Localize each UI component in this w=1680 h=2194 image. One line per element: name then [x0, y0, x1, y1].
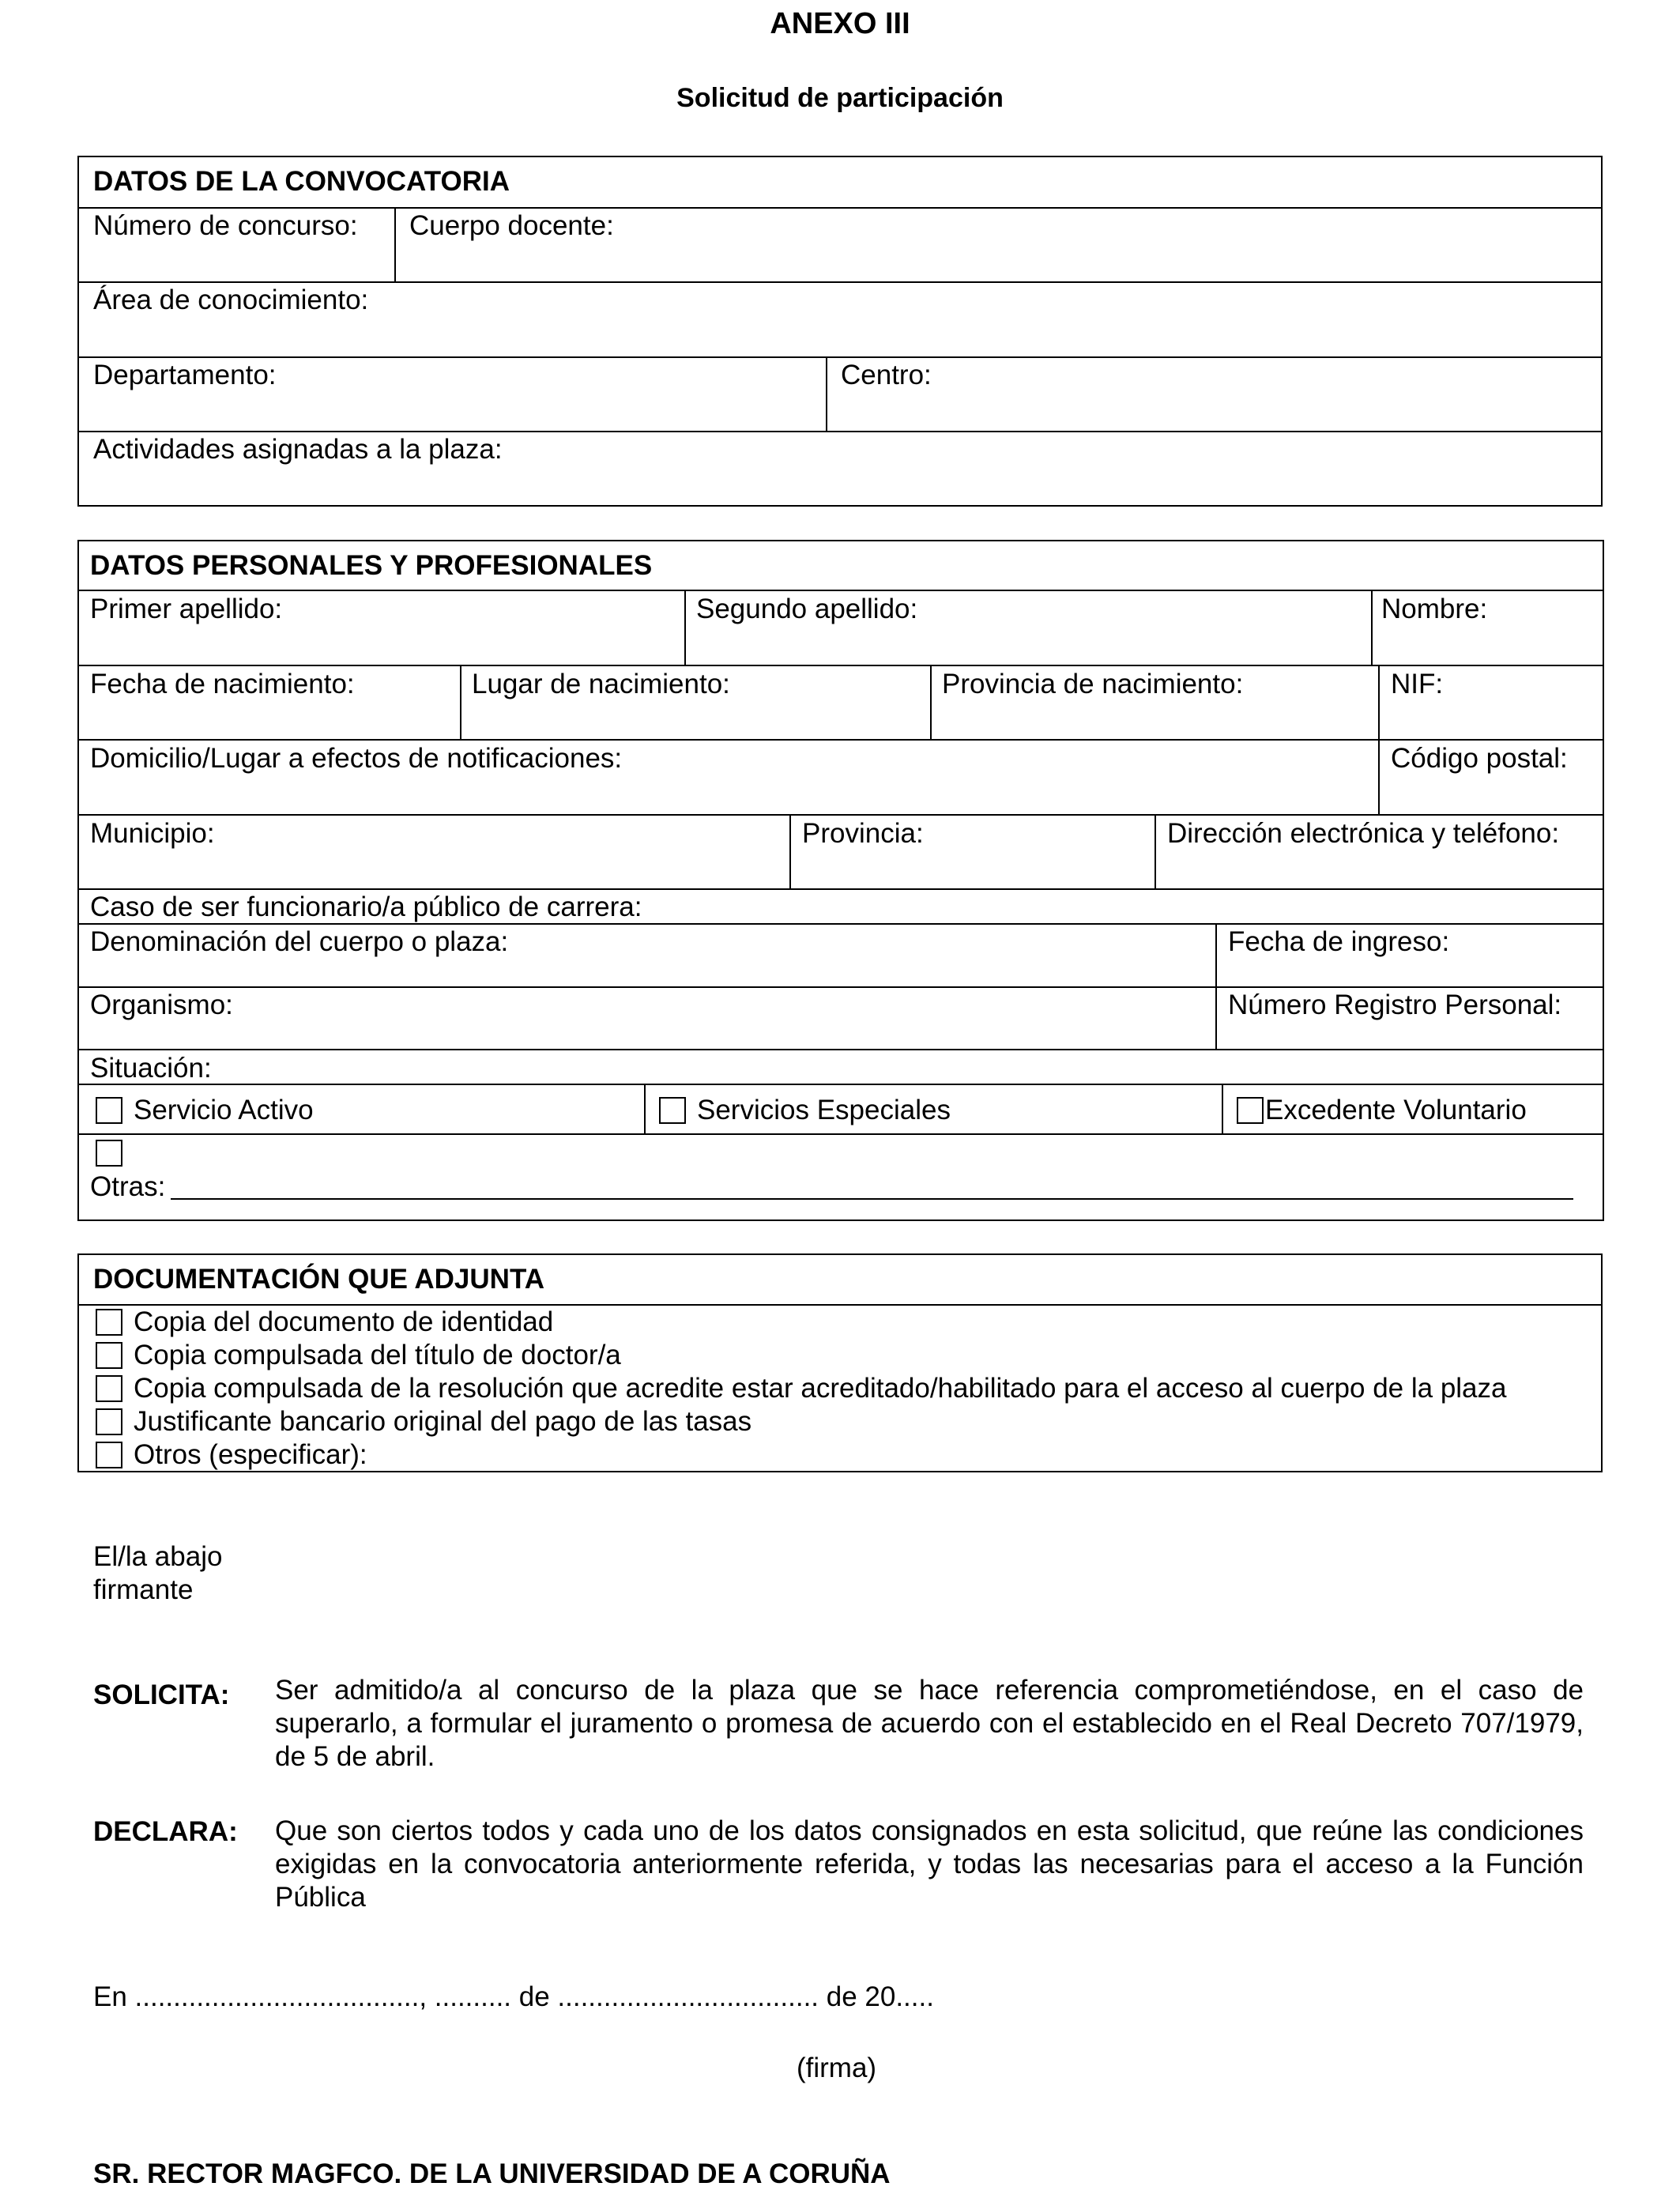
declara-text: Que son ciertos todos y cada uno de los datos consignados en esta solicitud, que reúne las condiciones exigidas en la convocatoria anteriormente referida, y todas las necesarias para el acceso a la Función Pública [275, 1815, 1584, 1913]
doc-titulo-checkbox[interactable] [96, 1342, 122, 1369]
cuerpo-docente-field[interactable]: Cuerpo docente: [409, 210, 614, 241]
departamento-field[interactable]: Departamento: [93, 360, 277, 390]
denominacion-field[interactable]: Denominación del cuerpo o plaza: [90, 926, 509, 957]
numero-registro-field[interactable]: Número Registro Personal: [1228, 990, 1562, 1020]
provincia-field[interactable]: Provincia: [802, 818, 924, 849]
otras-input-line[interactable] [171, 1198, 1573, 1200]
nif-field[interactable]: NIF: [1391, 669, 1444, 699]
doc-item-label: Otros (especificar): [134, 1439, 367, 1470]
otras-label: Otras: [90, 1171, 166, 1202]
area-conocimiento-field[interactable]: Área de conocimiento: [93, 285, 369, 315]
solicita-text: Ser admitido/a al concurso de la plaza que se hace referencia comprometiéndose, en el caso de superarlo, a formular el juramento o promesa de acuerdo con el establecido en el Real Decreto 707/1979, de 5 de abril. [275, 1675, 1584, 1772]
servicio-activo-checkbox[interactable] [96, 1097, 122, 1124]
servicios-especiales-label: Servicios Especiales [697, 1095, 951, 1125]
firmante-line2: firmante [93, 1574, 194, 1605]
situacion-label: Situación: [90, 1053, 212, 1084]
provincia-nacimiento-field[interactable]: Provincia de nacimiento: [942, 669, 1244, 699]
doc-resolucion-checkbox[interactable] [96, 1375, 122, 1402]
otras-checkbox[interactable] [96, 1140, 122, 1167]
declara-label: DECLARA: [93, 1816, 238, 1847]
organismo-field[interactable]: Organismo: [90, 990, 233, 1020]
domicilio-field[interactable]: Domicilio/Lugar a efectos de notificaciones: [90, 743, 623, 774]
doc-item-label: Copia del documento de identidad [134, 1306, 554, 1337]
firmante-line1: El/la abajo [93, 1541, 223, 1572]
funcionario-label: Caso de ser funcionario/a público de carrera: [90, 892, 642, 922]
excedente-voluntario-label: Excedente Voluntario [1265, 1095, 1527, 1125]
servicio-activo-label: Servicio Activo [134, 1095, 314, 1125]
documentacion-heading: DOCUMENTACIÓN QUE ADJUNTA [93, 1264, 545, 1295]
nombre-field[interactable]: Nombre: [1381, 594, 1488, 624]
segundo-apellido-field[interactable]: Segundo apellido: [696, 594, 918, 624]
direccion-electronica-field[interactable]: Dirección electrónica y teléfono: [1167, 818, 1560, 849]
numero-concurso-field[interactable]: Número de concurso: [93, 210, 358, 241]
doc-item-label: Copia compulsada del título de doctor/a [134, 1340, 621, 1370]
form-subtitle: Solicitud de participación [676, 83, 1004, 113]
convocatoria-heading: DATOS DE LA CONVOCATORIA [93, 166, 510, 197]
centro-field[interactable]: Centro: [841, 360, 932, 390]
firma-label: (firma) [797, 2053, 877, 2083]
fecha-ingreso-field[interactable]: Fecha de ingreso: [1228, 926, 1450, 957]
doc-item-label: Justificante bancario original del pago de las tasas [134, 1406, 752, 1437]
municipio-field[interactable]: Municipio: [90, 818, 215, 849]
fecha-line[interactable]: En ....................................., .......... de .................................. de 20..... [93, 1981, 934, 2012]
doc-identidad-checkbox[interactable] [96, 1309, 122, 1336]
annex-title: ANEXO III [770, 7, 910, 40]
doc-item-label: Copia compulsada de la resolución que acredite estar acreditado/habilitado para el acceso al cuerpo de la plaza [134, 1373, 1507, 1404]
doc-justificante-checkbox[interactable] [96, 1408, 122, 1435]
solicita-label: SOLICITA: [93, 1679, 230, 1710]
fecha-nacimiento-field[interactable]: Fecha de nacimiento: [90, 669, 355, 699]
personales-heading: DATOS PERSONALES Y PROFESIONALES [90, 550, 653, 581]
codigo-postal-field[interactable]: Código postal: [1391, 743, 1568, 774]
actividades-field[interactable]: Actividades asignadas a la plaza: [93, 434, 503, 465]
primer-apellido-field[interactable]: Primer apellido: [90, 594, 283, 624]
servicios-especiales-checkbox[interactable] [659, 1097, 686, 1124]
doc-otros-checkbox[interactable] [96, 1442, 122, 1468]
destinatario: SR. RECTOR MAGFCO. DE LA UNIVERSIDAD DE A CORUÑA [93, 2158, 891, 2189]
excedente-voluntario-checkbox[interactable] [1237, 1097, 1264, 1124]
lugar-nacimiento-field[interactable]: Lugar de nacimiento: [472, 669, 730, 699]
